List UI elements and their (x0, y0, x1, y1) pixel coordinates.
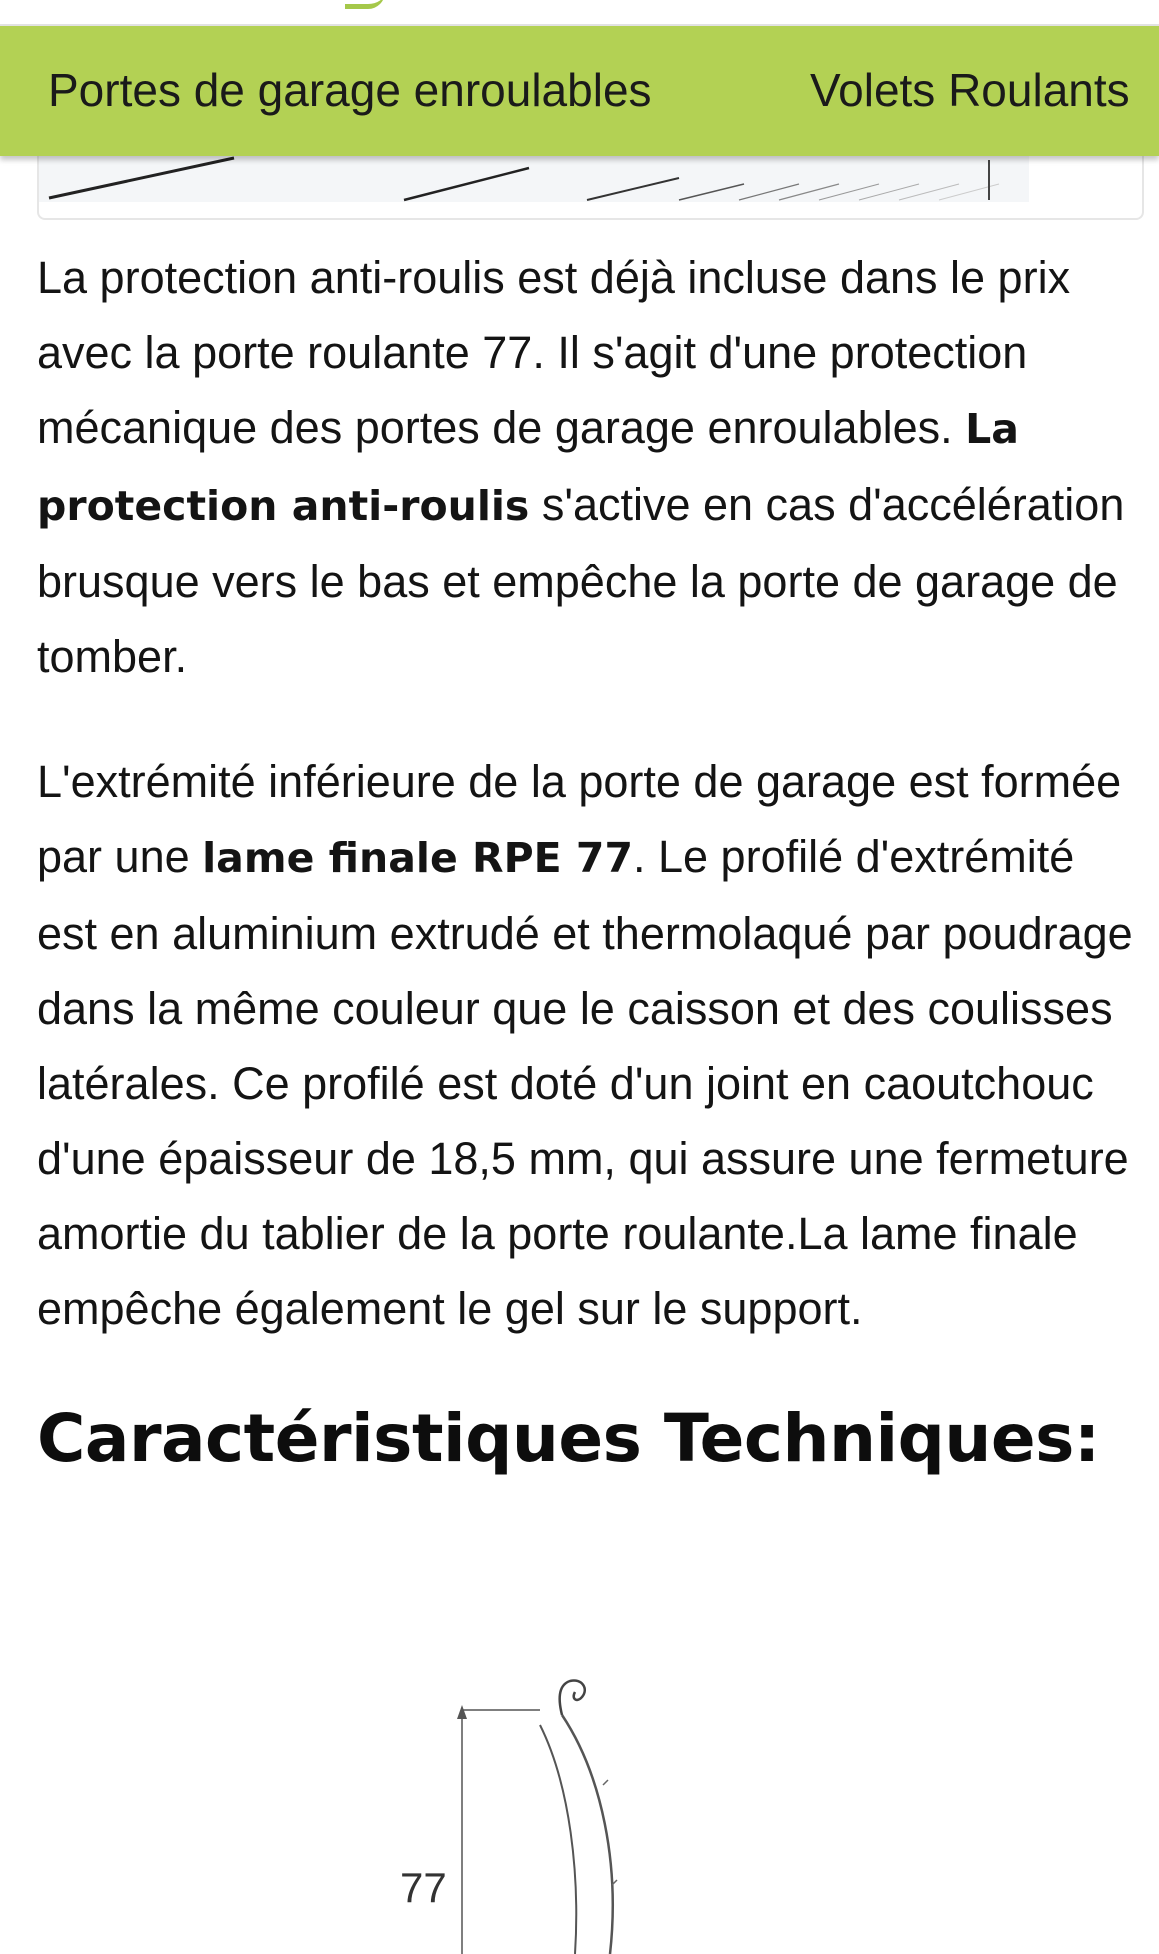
dimension-label: 77 (400, 1864, 447, 1911)
section-title-caracteristiques: Caractéristiques Techniques: (37, 1400, 1100, 1477)
nav-item-portes-de-garage[interactable]: Portes de garage enroulables (48, 64, 652, 116)
profile-hook (560, 1680, 585, 1715)
site-header-strip (0, 0, 1159, 26)
paragraph-lame-finale (37, 744, 1142, 1346)
profile-technical-drawing (370, 1665, 670, 1954)
paragraph-anti-roulis (37, 240, 1142, 694)
paragraph-text: . Le profilé d'extrémité est en aluminium extrudé et thermolaqué par poudrage dans la même couleur que le caisson et des coulisses latérales. Ce profilé est doté d'un joint en caoutchouc d'une épaisseur de 18,5 mm, qui assure une fermeture amortie du tablier de la porte roulante.La lame finale empêche également le gel sur le support. (37, 831, 1133, 1334)
paragraph-text: La protection anti-roulis est déjà incluse dans le prix avec la porte roulante 77. Il s'agit d'une protection mécanique des portes de garage enroulables. (37, 252, 1071, 453)
bold-term-anti-roulis: La protection anti-roulis (37, 405, 1019, 530)
category-navbar (0, 26, 1159, 156)
paragraph-text: L'extrémité inférieure de la porte de garage est formée par une (37, 756, 1122, 882)
profile-inner-curve (540, 1725, 576, 1954)
profile-outer-curve (562, 1715, 613, 1954)
article-content (37, 240, 1142, 1484)
nav-item-volets-roulants[interactable]: Volets Roulants (810, 64, 1130, 116)
paragraph-text: s'active en cas d'accélération brusque vers le bas et empêche la porte de garage de tomber. (37, 479, 1125, 682)
dimension-arrow (457, 1705, 467, 1719)
bold-term-lame-finale: lame finale RPE 77 (202, 834, 633, 882)
logo-swoosh[interactable] (345, 0, 385, 9)
